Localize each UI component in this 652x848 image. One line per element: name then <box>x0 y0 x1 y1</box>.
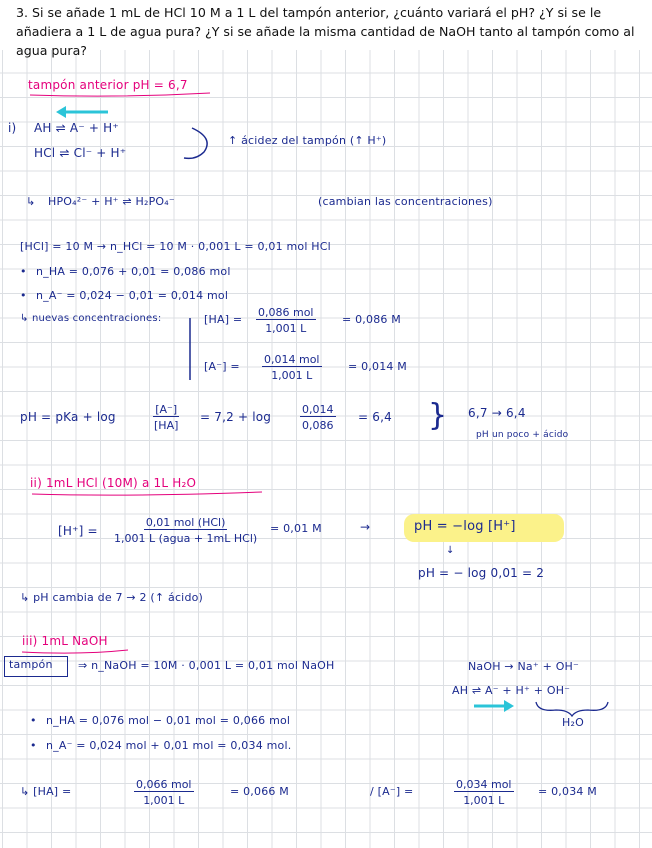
part3-n-ha: n_HA = 0,076 mol − 0,01 mol = 0,066 mol <box>46 714 291 727</box>
part1-label: i) <box>8 121 17 135</box>
part1-a-fraction <box>262 353 322 382</box>
part2-h-den: 1,001 L (agua + 1mL HCl) <box>114 532 258 545</box>
part1-calc2: n_HA = 0,076 + 0,01 = 0,086 mol <box>36 265 231 278</box>
cyan-arrow-part1 <box>56 106 108 118</box>
part1-ph-fraction1 <box>152 403 180 432</box>
part2-title: ii) 1mL HCl (10M) a 1L H₂O <box>30 476 197 490</box>
part1-eq2: HCl ⇌ Cl⁻ + H⁺ <box>34 146 127 160</box>
part3-title: iii) 1mL NaOH <box>22 634 108 648</box>
part2-down-mark: ↓ <box>446 545 455 556</box>
part3-a-label: / [A⁻] = <box>370 785 414 798</box>
part2-h-result: = 0,01 M <box>270 522 322 535</box>
part1-change: 6,7 → 6,4 <box>468 406 526 420</box>
part3-r3: H₂O <box>562 716 584 729</box>
part3-calc: ⇒ n_NaOH = 10M · 0,001 L = 0,01 mol NaOH <box>78 659 335 672</box>
part2-conclusion: ↳ pH cambia de 7 → 2 (↑ ácido) <box>20 591 204 604</box>
part1-a-result: = 0,014 M <box>348 360 407 373</box>
part1-reaction-arrow: ↳ <box>26 195 36 208</box>
part1-ph-f1-den: [HA] <box>154 419 179 432</box>
part1-ph-f2-num: 0,014 <box>302 403 334 416</box>
part1-ha-fraction <box>256 306 316 335</box>
part1-a-num: 0,014 mol <box>264 353 320 366</box>
part1-ha-num: 0,086 mol <box>258 306 314 319</box>
part1-eq1: AH ⇌ A⁻ + H⁺ <box>34 121 119 135</box>
part1-ph-mid: = 7,2 + log <box>200 410 272 424</box>
part1-ph-lhs: pH = pKa + log <box>20 410 116 424</box>
part1-ph-f1-num: [A⁻] <box>155 403 178 416</box>
part1-calc3: n_A⁻ = 0,024 − 0,01 = 0,014 mol <box>36 289 229 302</box>
part1-ha-den: 1,001 L <box>265 322 307 335</box>
part3-ha-fraction <box>134 778 194 807</box>
part3-r1: NaOH → Na⁺ + OH⁻ <box>468 660 580 673</box>
part1-brace: } <box>428 398 448 433</box>
part3-bullet2: • <box>30 739 37 752</box>
part1-reaction: HPO₄²⁻ + H⁺ ⇌ H₂PO₄⁻ <box>48 195 175 208</box>
part3-a-num: 0,034 mol <box>456 778 512 791</box>
part2-ph-formula: pH = −log [H⁺] <box>414 519 516 534</box>
part2-h-label: [H⁺] = <box>58 524 98 538</box>
part1-a-label: [A⁻] = <box>204 360 240 373</box>
question-text: 3. Si se añade 1 mL de HCl 10 M a 1 L del tampón anterior, ¿cuánto variará el pH? ¿Y si se le añadiera a 1 L de agua pura? ¿Y si se añade la misma cantidad de NaOH tanto al tampón como al agua pura? <box>16 5 635 58</box>
question-header <box>0 0 652 58</box>
part1-calc1: [HCl] = 10 M → n_HCl = 10 M · 0,001 L = 0,01 mol HCl <box>20 240 331 253</box>
cyan-arrow-part3 <box>474 700 514 712</box>
part1-ph-fraction2 <box>300 403 336 432</box>
part1-ph-result: = 6,4 <box>358 410 392 424</box>
part2-ph-calc: pH = − log 0,01 = 2 <box>418 566 545 580</box>
intro-underline <box>30 93 210 96</box>
part2-h-num: 0,01 mol (HCl) <box>145 516 226 529</box>
part1-ha-result: = 0,086 M <box>342 313 401 326</box>
intro-line: tampón anterior pH = 6,7 <box>28 78 188 92</box>
part1-ha-label: [HA] = <box>204 313 243 326</box>
part1-a-den: 1,001 L <box>271 369 313 382</box>
part3-box-label: tampón <box>9 658 53 671</box>
part3-bullet1: • <box>30 714 37 727</box>
part1-bullet2: • <box>20 289 27 302</box>
part3-ha-num: 0,066 mol <box>136 778 192 791</box>
part1-new-conc-label: ↳ nuevas concentraciones: <box>20 313 162 324</box>
part3-a-fraction <box>454 778 514 807</box>
part3-a-result: = 0,034 M <box>538 785 597 798</box>
part2-arrow: → <box>360 520 371 534</box>
part3-underline <box>22 650 128 653</box>
part1-change-note: pH un poco + ácido <box>476 430 569 440</box>
curved-arrow-part1 <box>184 128 207 158</box>
part3-ha-result: = 0,066 M <box>230 785 289 798</box>
part2-underline <box>32 492 262 495</box>
part1-ph-f2-den: 0,086 <box>302 419 334 432</box>
part3-ha-den: 1,001 L <box>143 794 185 807</box>
part3-ha-label: ↳ [HA] = <box>20 785 72 798</box>
part3-a-den: 1,001 L <box>463 794 505 807</box>
part3-n-a: n_A⁻ = 0,024 mol + 0,01 mol = 0,034 mol. <box>46 739 292 752</box>
part2-h-fraction <box>112 516 259 545</box>
part1-bullet1: • <box>20 265 27 278</box>
part3-r2: AH ⇌ A⁻ + H⁺ + OH⁻ <box>452 684 571 697</box>
part1-note: ↑ ácidez del tampón (↑ H⁺) <box>228 134 387 147</box>
part1-reaction-note: (cambian las concentraciones) <box>318 195 493 208</box>
part3-brace <box>536 702 608 716</box>
